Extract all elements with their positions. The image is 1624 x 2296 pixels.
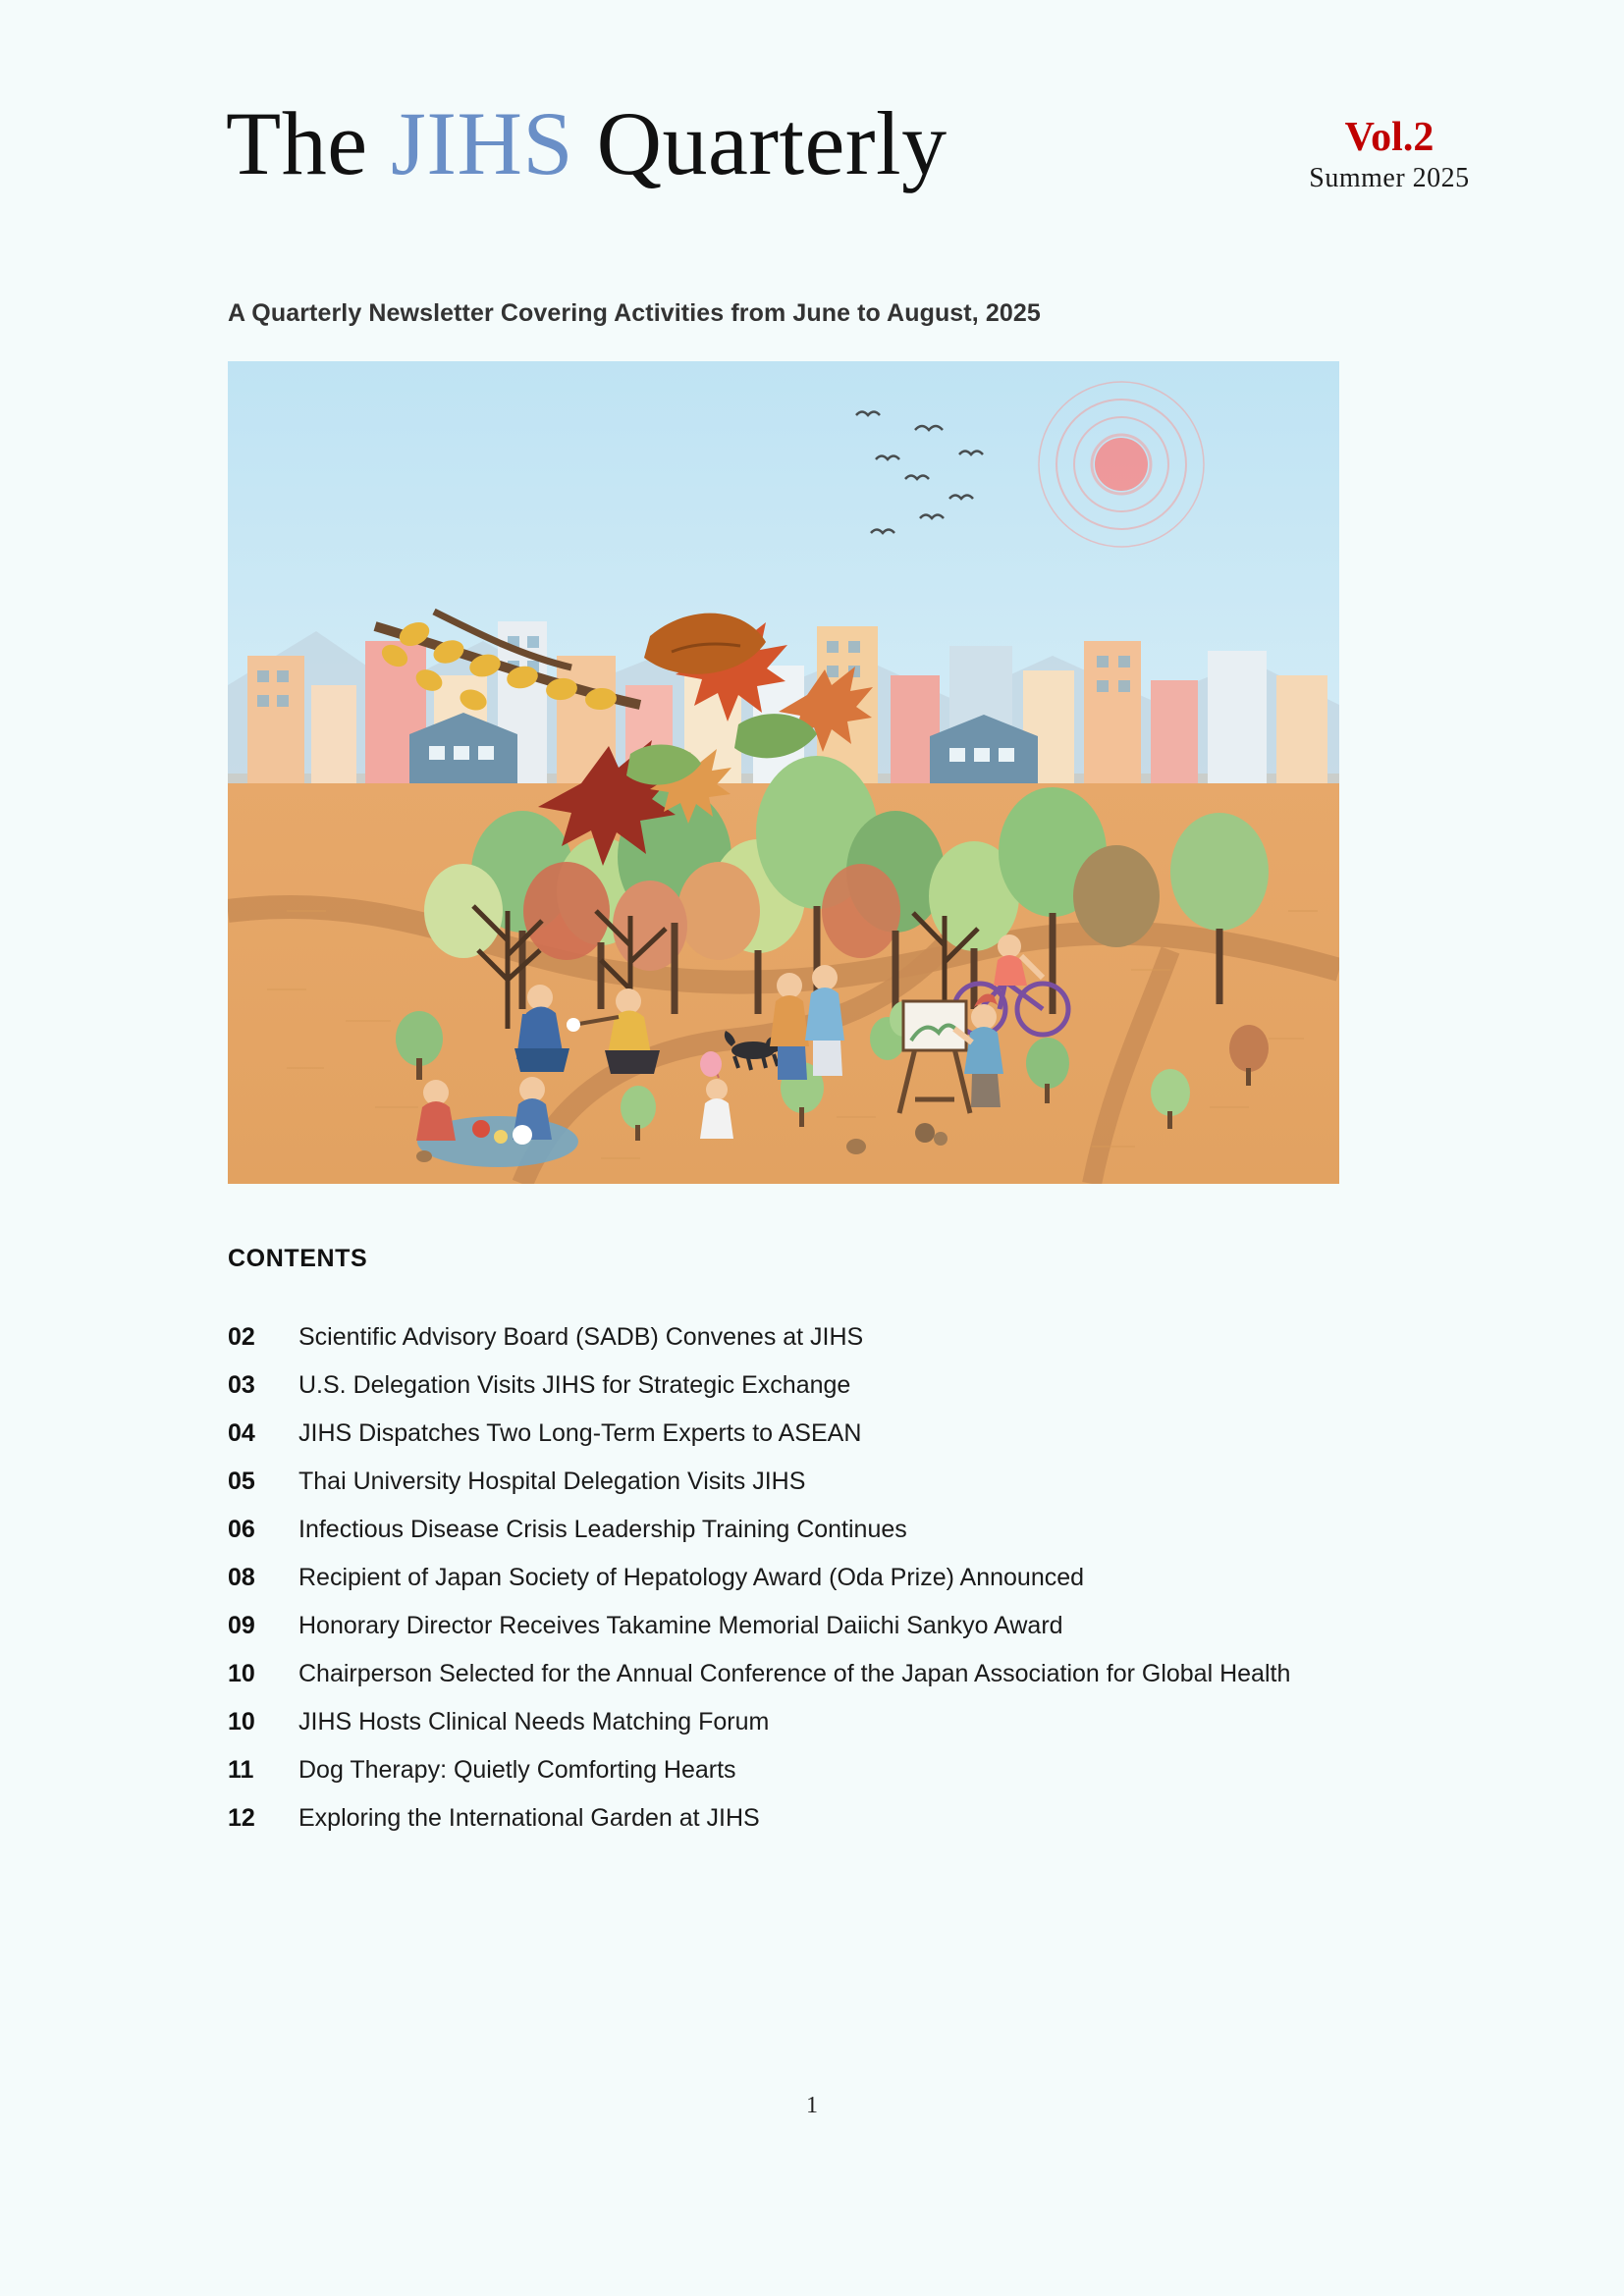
toc-page-number: 03 — [228, 1371, 255, 1399]
toc-entry-title: Honorary Director Receives Takamine Memorial Daiichi Sankyo Award — [298, 1612, 1063, 1639]
toc-page-number: 02 — [228, 1323, 255, 1351]
issue-season: Summer 2025 — [1309, 163, 1470, 194]
toc-entry[interactable] — [228, 1313, 1386, 1362]
toc-entry-title: Chairperson Selected for the Annual Conference of the Japan Association for Global Health — [298, 1660, 1291, 1687]
toc-page-number: 06 — [228, 1516, 255, 1543]
table-of-contents — [228, 1313, 1386, 1842]
toc-entry-title: Infectious Disease Crisis Leadership Training Continues — [298, 1516, 907, 1543]
newsletter-subtitle: A Quarterly Newsletter Covering Activities from June to August, 2025 — [228, 299, 1041, 327]
toc-entry[interactable] — [228, 1602, 1386, 1650]
toc-entry[interactable] — [228, 1698, 1386, 1746]
toc-entry[interactable] — [228, 1362, 1386, 1410]
contents-heading: CONTENTS — [228, 1245, 368, 1272]
page-number: 1 — [806, 2093, 818, 2118]
autumn-park-illustration-svg — [228, 361, 1339, 1184]
toc-entry-title: Recipient of Japan Society of Hepatology Award (Oda Prize) Announced — [298, 1564, 1085, 1591]
toc-page-number: 10 — [228, 1660, 255, 1687]
toc-entry-title: Dog Therapy: Quietly Comforting Hearts — [298, 1756, 736, 1784]
cover-illustration — [228, 361, 1339, 1184]
toc-page-number: 10 — [228, 1708, 255, 1735]
volume-number: Vol.2 — [1344, 115, 1435, 160]
toc-page-number: 11 — [228, 1756, 254, 1784]
toc-entry[interactable] — [228, 1458, 1386, 1506]
masthead — [226, 93, 1561, 194]
toc-page-number: 05 — [228, 1468, 255, 1495]
title-the: The — [226, 93, 392, 193]
toc-page-number: 12 — [228, 1804, 255, 1832]
toc-entry[interactable] — [228, 1746, 1386, 1794]
toc-entry[interactable] — [228, 1554, 1386, 1602]
toc-entry[interactable] — [228, 1794, 1386, 1842]
toc-entry-title: JIHS Dispatches Two Long-Term Experts to ASEAN — [298, 1419, 862, 1447]
toc-entry-title: Exploring the International Garden at JIHS — [298, 1804, 760, 1832]
toc-entry[interactable] — [228, 1650, 1386, 1698]
volume-block — [1276, 116, 1502, 194]
toc-page-number: 08 — [228, 1564, 255, 1591]
toc-entry-title: U.S. Delegation Visits JIHS for Strategic Exchange — [298, 1371, 851, 1399]
toc-entry-title: Thai University Hospital Delegation Visits JIHS — [298, 1468, 806, 1495]
toc-page-number: 04 — [228, 1419, 255, 1447]
toc-page-number: 09 — [228, 1612, 255, 1639]
toc-entry-title: Scientific Advisory Board (SADB) Convenes at JIHS — [298, 1323, 864, 1351]
toc-entry[interactable] — [228, 1506, 1386, 1554]
toc-entry-title: JIHS Hosts Clinical Needs Matching Forum — [298, 1708, 770, 1735]
toc-entry[interactable] — [228, 1410, 1386, 1458]
title-quarterly: Quarterly — [573, 93, 947, 193]
title-jihs: JIHS — [391, 93, 574, 193]
